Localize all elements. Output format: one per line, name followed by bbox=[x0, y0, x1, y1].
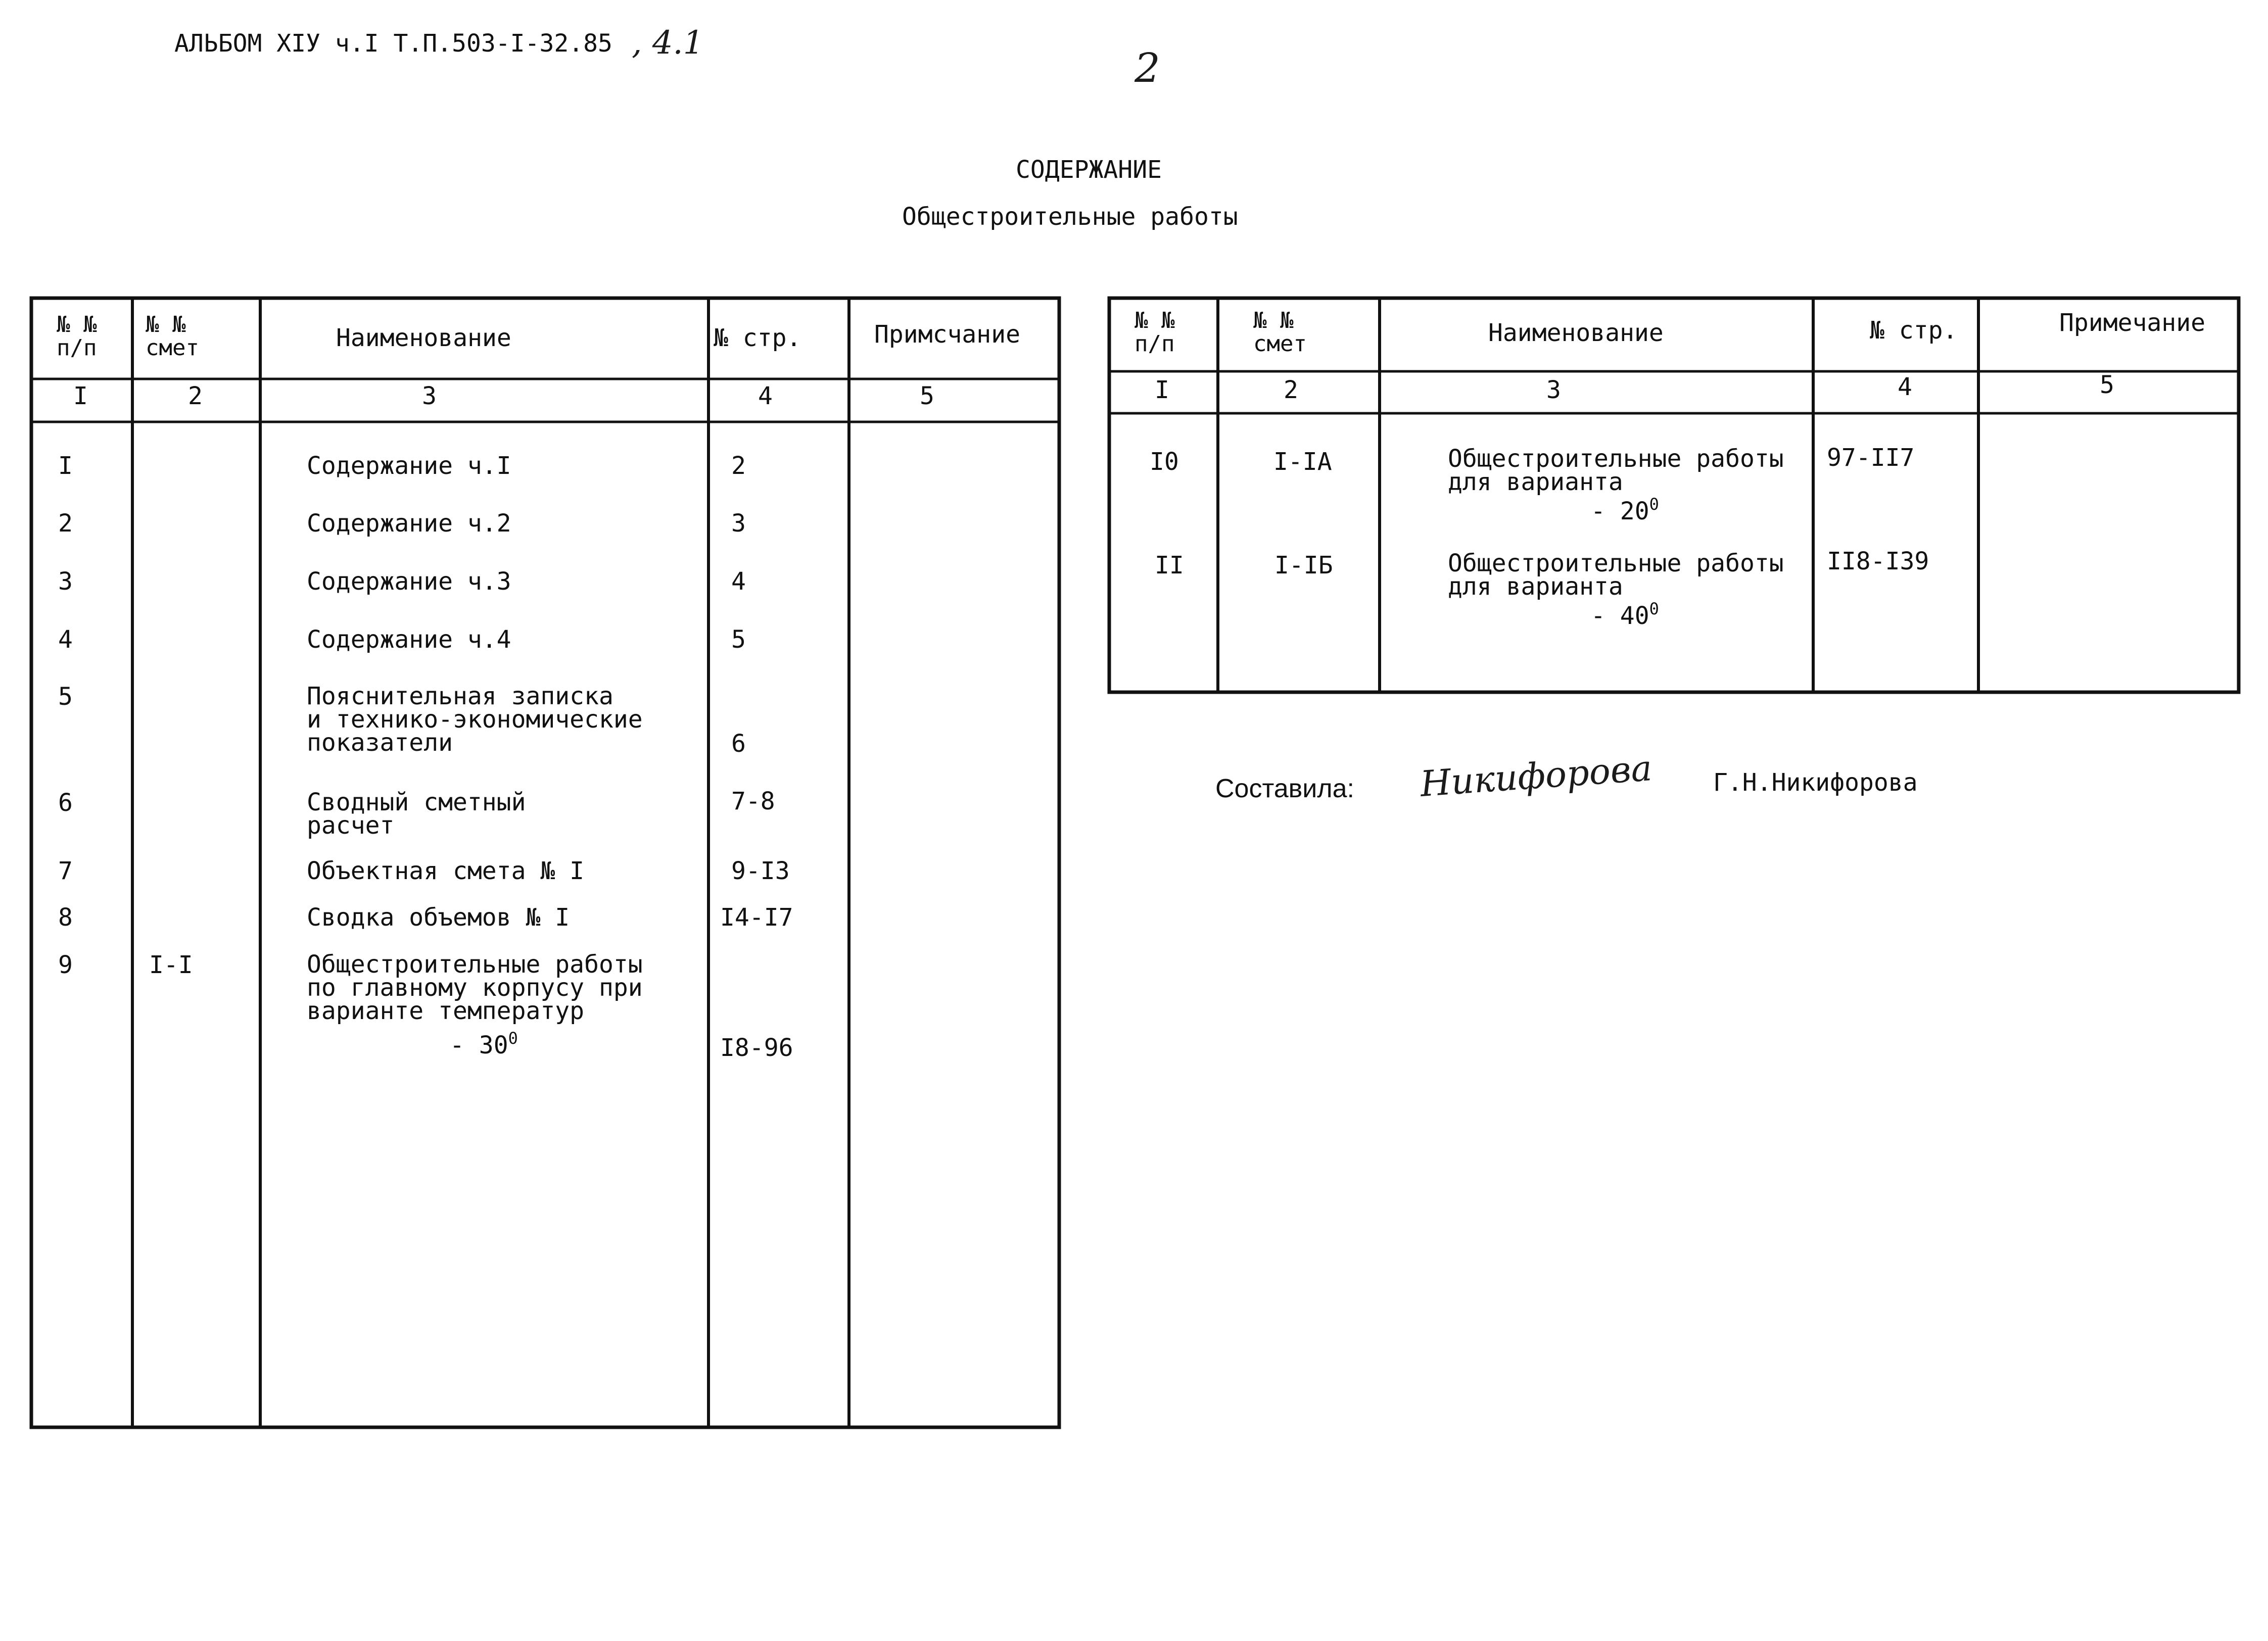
table-row-num: I0 bbox=[1150, 448, 1179, 476]
table-row-smeta: I-IA bbox=[1273, 448, 1332, 476]
right-header-note: Примечание bbox=[2059, 309, 2205, 337]
right-colnum-3: 3 bbox=[1546, 376, 1561, 404]
left-header-note: Примсчание bbox=[874, 320, 1020, 349]
left-colnum-4: 4 bbox=[758, 382, 773, 410]
right-colnum-5: 5 bbox=[2100, 371, 2114, 399]
table-row-page: I8-96 bbox=[720, 1034, 793, 1062]
left-header-num: № № п/п bbox=[57, 312, 97, 361]
table-row-name: Пояснительная записка и технико-экономические показатели bbox=[307, 682, 643, 757]
signature: Никифорова bbox=[1419, 747, 1653, 805]
table-row-temp bbox=[450, 1029, 518, 1059]
right-header-name: Наименование bbox=[1488, 319, 1664, 347]
temperature-value: - 40 bbox=[1591, 602, 1649, 630]
left-colnum-1: I bbox=[73, 382, 88, 410]
right-table-border bbox=[1109, 298, 2239, 692]
table-row-page: 5 bbox=[731, 625, 746, 654]
left-colnum-2: 2 bbox=[188, 382, 203, 410]
table-row-page: 2 bbox=[731, 452, 746, 480]
table-row-num: 4 bbox=[58, 625, 73, 654]
table-row-name: Общестроительные работы для варианта bbox=[1448, 549, 1784, 601]
right-header-num: № № п/п bbox=[1135, 308, 1175, 357]
table-row-page: 97-II7 bbox=[1827, 444, 1915, 472]
table-row-num: 3 bbox=[58, 567, 73, 596]
page-subtitle: Общестроительные работы bbox=[902, 203, 1238, 231]
table-row-name: Сводный сметный расчет bbox=[307, 788, 526, 840]
table-row-page: 6 bbox=[731, 730, 746, 758]
table-row-num: 2 bbox=[58, 509, 73, 538]
table-row-smeta: I-IБ bbox=[1274, 551, 1333, 580]
degree-sign: 0 bbox=[1649, 599, 1659, 618]
compiled-by-name: Г.Н.Никифорова bbox=[1713, 768, 1918, 797]
right-header-smeta: № № смет bbox=[1253, 308, 1307, 357]
page-number: 2 bbox=[1135, 44, 1160, 91]
table-row-num: 9 bbox=[58, 951, 73, 979]
table-row-page: 7-8 bbox=[731, 787, 775, 815]
compiled-by-label: Составила: bbox=[1215, 774, 1355, 803]
left-colnum-3: 3 bbox=[422, 382, 437, 410]
table-row-name: Содержание ч.4 bbox=[307, 625, 511, 654]
table-row-name: Объектная смета № I bbox=[307, 857, 585, 885]
table-row-num: 7 bbox=[58, 857, 73, 885]
handwritten-note: , 4.1 bbox=[632, 24, 704, 62]
table-row-smeta: I-I bbox=[149, 951, 193, 979]
page-title: СОДЕРЖАНИЕ bbox=[1016, 156, 1162, 184]
table-row-page: 3 bbox=[731, 509, 746, 538]
table-row-name: Содержание ч.3 bbox=[307, 567, 511, 596]
table-row-num: 5 bbox=[58, 683, 73, 711]
table-row-num: 8 bbox=[58, 903, 73, 932]
left-header-smeta: № № смет bbox=[146, 312, 199, 361]
album-reference: АЛЬБОМ XIУ ч.I Т.П.503-I-32.85 bbox=[174, 29, 612, 58]
table-row-name: Общестроительные работы для варианта bbox=[1448, 445, 1784, 496]
right-colnum-2: 2 bbox=[1284, 376, 1298, 404]
table-row-page: 9-I3 bbox=[731, 857, 790, 885]
table-row-page: II8-I39 bbox=[1827, 547, 1929, 575]
table-row-page: I4-I7 bbox=[720, 903, 793, 932]
table-row-name: Сводка объемов № I bbox=[307, 903, 570, 932]
left-header-page: № стр. bbox=[714, 324, 801, 352]
degree-sign: 0 bbox=[508, 1029, 518, 1048]
right-colnum-1: I bbox=[1155, 376, 1169, 404]
table-row-name: Общестроительные работы по главному корпусу при варианте температур bbox=[307, 950, 643, 1025]
table-row-num: II bbox=[1155, 551, 1184, 580]
table-row-page: 4 bbox=[731, 567, 746, 596]
table-row-num: 6 bbox=[58, 789, 73, 817]
table-row-temp bbox=[1591, 495, 1659, 525]
left-colnum-5: 5 bbox=[920, 382, 934, 410]
temperature-value: - 20 bbox=[1591, 497, 1649, 525]
left-header-name: Наименование bbox=[336, 324, 511, 352]
table-row-name: Содержание ч.I bbox=[307, 452, 511, 480]
table-row-num: I bbox=[58, 452, 73, 480]
temperature-value: - 30 bbox=[450, 1031, 508, 1059]
right-header-page: № стр. bbox=[1870, 316, 1958, 345]
right-colnum-4: 4 bbox=[1898, 373, 1912, 401]
table-row-temp bbox=[1591, 599, 1659, 630]
degree-sign: 0 bbox=[1649, 495, 1659, 514]
table-row-name: Содержание ч.2 bbox=[307, 509, 511, 538]
